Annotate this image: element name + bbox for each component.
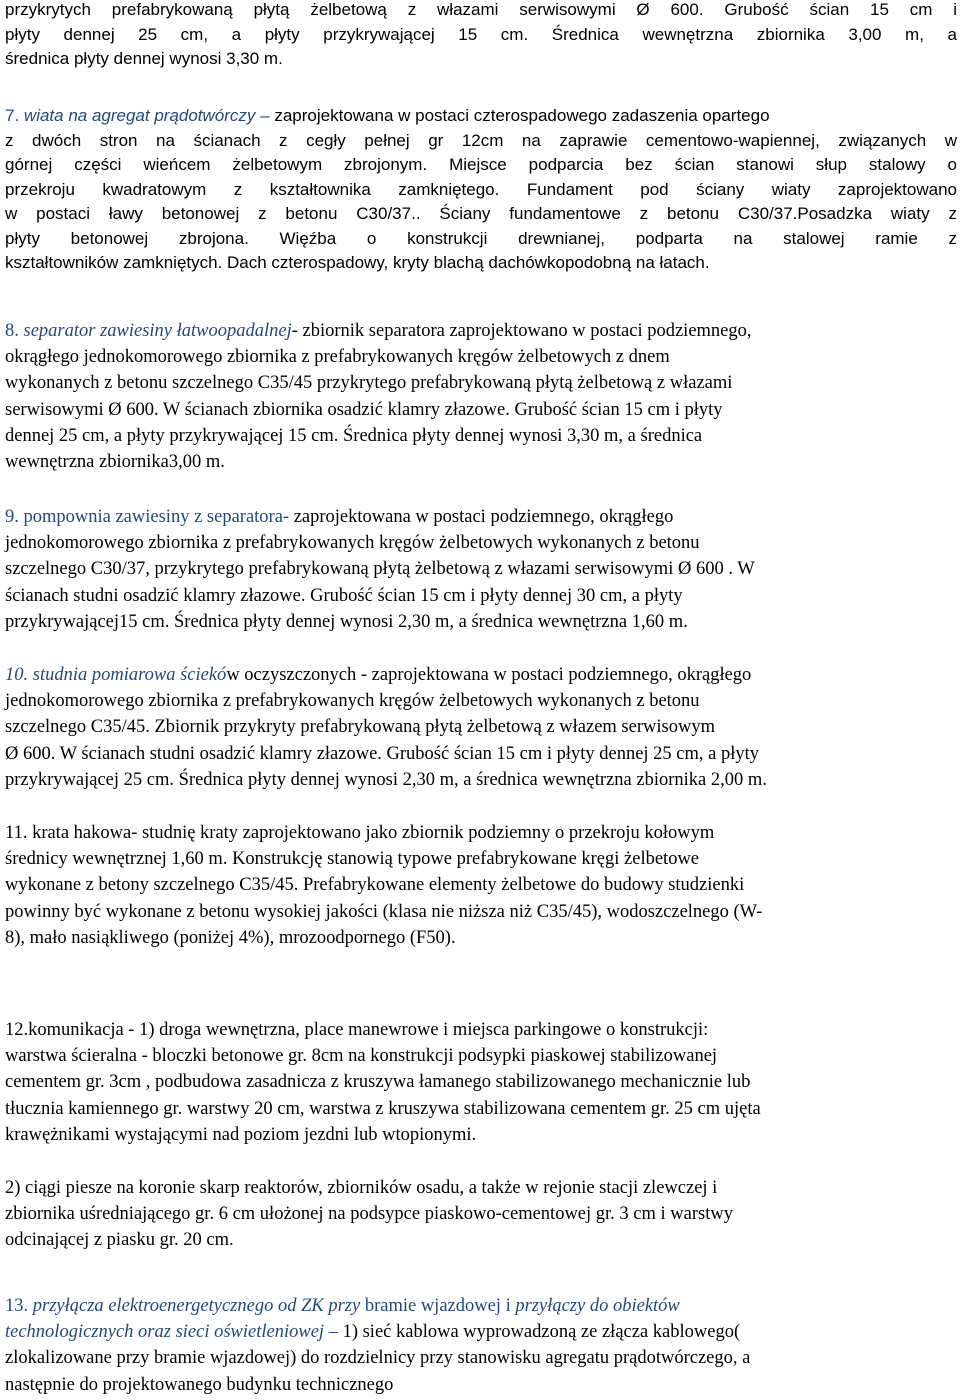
- text-line: szczelnego C35/45. Zbiornik przykryty prefabrykowaną płytą żelbetową z włazem serwisowym: [5, 717, 715, 738]
- text-line: w postaci ławy betonowej z betonu C30/37.. Ściany fundamentowe z betonu C30/37.Posadzka wiaty z: [5, 204, 957, 223]
- text-line: średnicy wewnętrznej 1,60 m. Konstrukcję stanowią typowe prefabrykowane kręgi żelbetowe: [5, 849, 700, 870]
- text-line: jednokomorowego zbiornika z prefabrykowanych kręgów żelbetowych wykonanych z betonu: [5, 691, 700, 712]
- text-line: przykrytych prefabrykowaną płytą żelbetową z włazami serwisowymi Ø 600. Grubość ścian 15 cm i: [5, 0, 957, 19]
- text-line: serwisowymi Ø 600. W ścianach zbiornika osadzić klamry złazowe. Grubość ścian 15 cm i płyty: [5, 399, 723, 420]
- text-line: górnej części wieńcem żelbetowym zbrojonym. Miejsce podparcia bez ścian stanowi słup stalowy o: [5, 155, 957, 174]
- text-run: - zbiornik separatora zaprojektowano w postaci podziemnego,: [291, 321, 752, 341]
- text-run: bramie wjazdowej i: [364, 1296, 516, 1316]
- paragraph-11: [5, 820, 957, 951]
- text-line: krawężnikami wystającymi nad poziom jezdni lub wtopionymi.: [5, 1124, 477, 1145]
- text-line: wewnętrzna zbiornika3,00 m.: [5, 452, 225, 473]
- paragraph-6-continuation: [5, 0, 957, 72]
- text-line: powinny być wykonane z betonu wysokiej jakości (klasa nie niższa niż C35/45), wodoszczelnego (W-: [5, 901, 763, 922]
- item-title-continued: przyłączy do obiektów: [515, 1296, 680, 1316]
- paragraph-12-item-2: [5, 1175, 957, 1254]
- paragraph-7: [5, 104, 957, 276]
- text-line: tłucznia kamiennego gr. warstwy 20 cm, warstwa z kruszywa stabilizowana cementem gr. 25 cm ujęta: [5, 1098, 761, 1119]
- item-number: 7.: [5, 106, 20, 125]
- text-line: 12.komunikacja - 1) droga wewnętrzna, place manewrowe i miejsca parkingowe o konstrukcji:: [5, 1020, 709, 1040]
- text-line: 2) ciągi piesze na koronie skarp reaktorów, zbiorników osadu, a także w rejonie stacji zlewczej i: [5, 1178, 718, 1198]
- item-title: studnia pomiarowa ściekó: [28, 665, 227, 685]
- text-run: zaprojektowana w postaci podziemnego, okrągłego: [289, 507, 674, 527]
- text-line: jednokomorowego zbiornika z prefabrykowanych kręgów żelbetowych wykonanych z betonu: [5, 533, 700, 554]
- item-title: separator zawiesiny łatwoopadalnej: [18, 321, 292, 341]
- text-line: zbiornika uśredniającego gr. 6 cm ułożonej na podsypce piaskowo-cementowej gr. 3 cm i warstwy: [5, 1204, 733, 1225]
- text-line: wykonane z betony szczelnego C35/45. Prefabrykowane elementy żelbetowe do budowy studzienki: [5, 875, 745, 896]
- text-line: okrągłego jednokomorowego zbiornika z prefabrykowanych kręgów żelbetowych z dnem: [5, 347, 670, 368]
- paragraph-8: [5, 318, 957, 475]
- paragraph-13: [5, 1293, 957, 1398]
- text-line: płyty betonowej zbrojona. Więźba o konstrukcji drewnianej, podparta na stalowej ramie z: [5, 228, 957, 248]
- title-dash: –: [255, 106, 275, 125]
- text-line: warstwa ścieralna - bloczki betonowe gr. 8cm na konstrukcji podsypki piaskowej stabilizowanej: [5, 1046, 718, 1067]
- text-line: [5, 104, 957, 129]
- text-line: [5, 504, 957, 530]
- item-title: przyłącza elektroenergetycznego od ZK przy: [28, 1296, 365, 1316]
- text-line: [5, 1293, 957, 1319]
- item-title-continued: technologicznych oraz sieci oświetleniowej: [5, 1322, 325, 1343]
- text-run: 1) sieć kablowa wyprowadzoną ze złącza kablowego(: [342, 1322, 741, 1343]
- text-line: 8), mało nasiąkliwego (poniżej 4%), mrozoodpornego (F50).: [5, 927, 456, 948]
- text-line: wykonanych z betonu szczelnego C35/45 przykrytego prefabrykowaną płytą żelbetową z włazami: [5, 373, 733, 394]
- paragraph-10: [5, 662, 957, 793]
- text-line: odcinającej z piasku gr. 20 cm.: [5, 1230, 234, 1251]
- text-line: szczelnego C30/37, przykrytego prefabrykowaną płytą żelbetową z włazami serwisowymi Ø 600 . W: [5, 559, 755, 580]
- text-line: płyty dennej 25 cm, a płyty przykrywającej 15 cm. Średnica wewnętrzna zbiornika 3,00 m, a: [5, 24, 957, 44]
- item-number: 10.: [5, 665, 29, 685]
- title-dash: –: [324, 1322, 343, 1343]
- item-number: 9.: [5, 507, 19, 527]
- item-number: 13.: [5, 1296, 29, 1316]
- text-line: dennej 25 cm, a płyty przykrywającej 15 cm. Średnica płyty dennej wynosi 3,30 m, a średnica: [5, 425, 703, 446]
- text-line: 11. krata hakowa- studnię kraty zaprojektowano jako zbiornik podziemny o przekroju kołowym: [5, 823, 715, 843]
- text-line: średnica płyty dennej wynosi 3,30 m.: [5, 49, 283, 68]
- text-line: cementem gr. 3cm , podbudowa zasadnicza z kruszywa łamanego stabilizowanego mechanicznie lub: [5, 1072, 751, 1093]
- text-line: przykrywającej15 cm. Średnica płyty dennej wynosi 2,30 m, a średnica wewnętrzna 1,60 m.: [5, 611, 688, 632]
- paragraph-9: [5, 504, 957, 635]
- text-line: [5, 662, 957, 688]
- item-number: 8.: [5, 321, 19, 341]
- text-line: ścianach studni osadzić klamry złazowe. Grubość ścian 15 cm i płyty dennej 30 cm, a płyty: [5, 585, 683, 606]
- item-title: wiata na agregat prądotwórczy: [19, 106, 256, 125]
- text-run: w oczyszczonych - zaprojektowana w postaci podziemnego, okrągłego: [226, 665, 752, 685]
- text-line: następnie do projektowanego budynku technicznego: [5, 1374, 394, 1395]
- text-line: przekroju kwadratowym z kształtownika zamkniętego. Fundament pod ściany wiaty zaprojektowano: [5, 179, 957, 199]
- paragraph-12: [5, 1017, 957, 1148]
- text-line: przykrywającej 25 cm. Średnica płyty dennej wynosi 2,30 m, a średnica wewnętrzna zbiornika 2,00 m.: [5, 769, 767, 790]
- text-line: Ø 600. W ścianach studni osadzić klamry złazowe. Grubość ścian 15 cm i płyty dennej 25 cm, a płyty: [5, 743, 760, 764]
- text-line: [5, 1319, 957, 1345]
- text-line: [5, 318, 957, 344]
- text-line: z dwóch stron na ścianach z cegły pełnej gr 12cm na zaprawie cementowo-wapiennej, związanych w: [5, 130, 957, 150]
- item-title: pompownia zawiesiny z separatora-: [18, 507, 290, 527]
- text-line: kształtowników zamkniętych. Dach czterospadowy, kryty blachą dachówkopodobną na łatach.: [5, 253, 710, 272]
- text-run: zaprojektowana w postaci czterospadowego zadaszenia opartego: [274, 106, 770, 125]
- text-line: zlokalizowane przy bramie wjazdowej) do rozdzielnicy przy stanowisku agregatu prądotwórczego, a: [5, 1348, 751, 1369]
